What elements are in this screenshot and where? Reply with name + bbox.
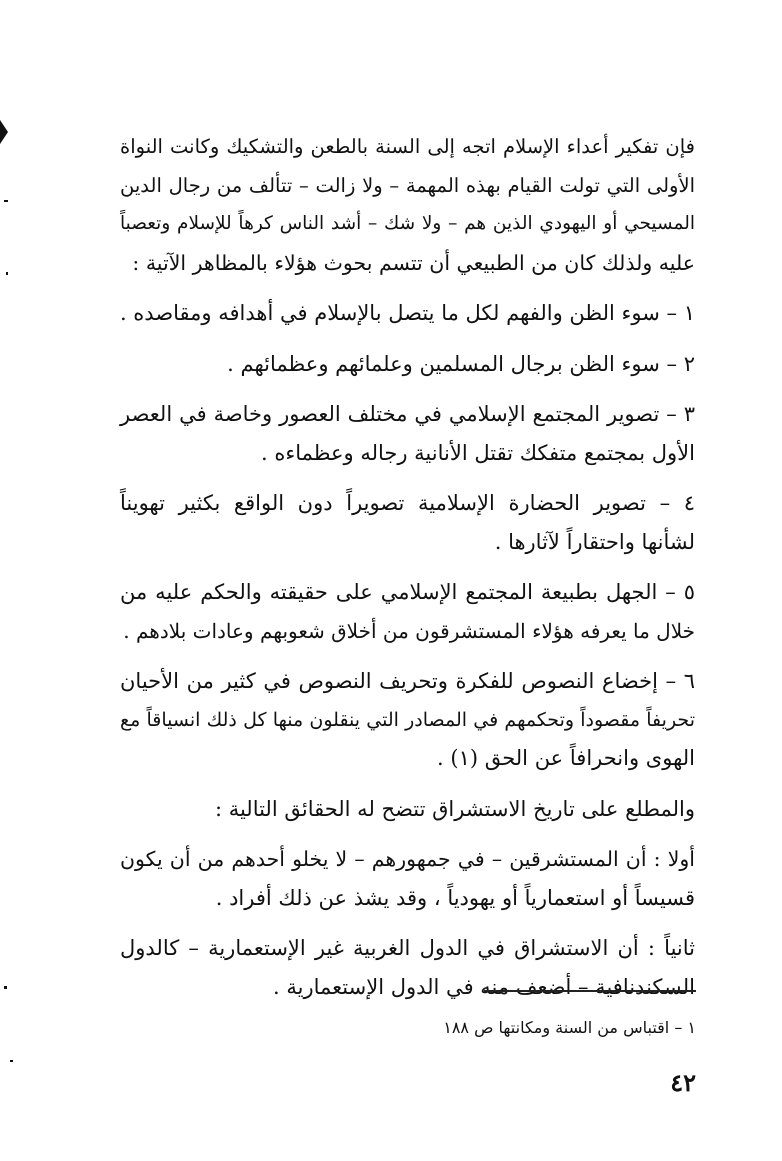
- margin-speck: [6, 272, 8, 275]
- text-line: ٥ – الجهل بطبيعة المجتمع الإسلامي على حقيقته والحكم عليه من: [120, 580, 695, 604]
- body-text: [120, 128, 695, 1006]
- footnote-separator: [484, 990, 696, 992]
- text-line: المسيحي أو اليهودي الذين هم – ولا شك – أشد الناس كرهاً للإسلام وتعصباً: [120, 213, 695, 234]
- text-line: ٢ – سوء الظن برجال المسلمين وعلمائهم وعظمائهم .: [227, 351, 695, 376]
- page-number: ٤٢: [670, 1068, 696, 1097]
- text-line: ١ – سوء الظن والفهم لكل ما يتصل بالإسلام في أهدافه ومقاصده .: [119, 301, 695, 325]
- paragraph: [120, 573, 695, 650]
- margin-speck: [4, 986, 7, 989]
- text-line: ٤ – تصوير الحضارة الإسلامية تصويراً دون الواقع بكثير تهويناً: [120, 491, 695, 515]
- text-line: أولا : أن المستشرقين – في جمهورهم – لا يخلو أحدهم من أن يكون: [120, 847, 695, 871]
- paragraph: [120, 790, 695, 829]
- paragraph: [120, 395, 695, 472]
- text-line: خلال ما يعرفه هؤلاء المستشرقون من أخلاق شعوبهم وعادات بلادهم .: [123, 618, 695, 643]
- paragraph: [120, 840, 695, 917]
- text-line: قسيساً أو استعمارياً أو يهودياً ، وقد يشذ عن ذلك أفراد .: [215, 885, 695, 910]
- text-line: والمطلع على تاريخ الاستشراق تتضح له الحقائق التالية :: [214, 796, 695, 821]
- paragraph: [120, 929, 695, 1006]
- paragraph: [120, 294, 695, 333]
- margin-speck: [4, 200, 8, 202]
- left-margin-mark: [0, 120, 8, 144]
- text-line: ثانياً : أن الاستشراق في الدول الغربية غير الإستعمارية – كالدول: [120, 936, 695, 960]
- text-line: الأول بمجتمع متفكك تقتل الأنانية رجاله وعظماءه .: [260, 440, 695, 465]
- text-line: فإن تفكير أعداء الإسلام اتجه إلى السنة بالطعن والتشكيك وكانت النواة: [120, 135, 695, 158]
- paragraph: [120, 345, 695, 384]
- margin-speck: [10, 1060, 13, 1062]
- paragraph: [120, 662, 695, 778]
- text-line: عليه ولذلك كان من الطبيعي أن تتسم بحوث هؤلاء بالمظاهر الآتية :: [132, 250, 695, 275]
- text-line: الهوى وانحرافاً عن الحق (١) .: [437, 746, 695, 770]
- paragraph: [120, 128, 695, 282]
- text-line: ٣ – تصوير المجتمع الإسلامي في مختلف العصور وخاصة في العصر: [120, 402, 695, 426]
- paragraph: [120, 484, 695, 561]
- text-line: لشأنها واحتقاراً لآثارها .: [494, 529, 695, 554]
- text-line: تحريفاً مقصوداً وتحكمهم في المصادر التي ينقلون منها كل ذلك انسياقاً مع: [120, 708, 695, 731]
- text-line: ٦ – إخضاع النصوص للفكرة وتحريف النصوص في كثير من الأحيان: [120, 669, 695, 693]
- text-line: الأولى التي تولت القيام بهذه المهمة – ولا زالت – تتألف من رجال الدين: [120, 173, 695, 197]
- footnote: ١ – اقتباس من السنة ومكانتها ص ١٨٨: [443, 1018, 696, 1037]
- text-line: السكندنافية – أضعف منه في الدول الإستعمارية .: [273, 974, 695, 999]
